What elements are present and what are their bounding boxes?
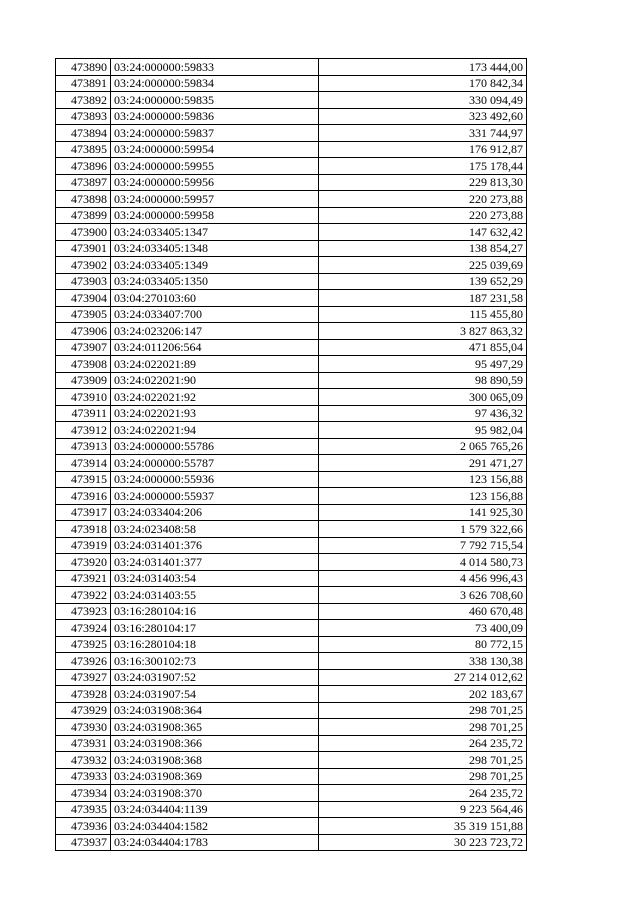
row-number-cell: 473933	[56, 768, 111, 785]
row-number-cell: 473892	[56, 92, 111, 109]
cadastral-number-cell: 03:24:000000:59834	[111, 75, 319, 92]
cadastral-number-cell: 03:24:033404:206	[111, 504, 319, 521]
table-row	[56, 207, 527, 224]
cadastral-value-cell: 471 855,04	[319, 339, 527, 356]
cadastral-value-cell: 9 223 564,46	[319, 801, 527, 818]
cadastral-number-cell: 03:24:031401:376	[111, 537, 319, 554]
row-number-cell: 473913	[56, 438, 111, 455]
cadastral-value-cell: 264 235,72	[319, 735, 527, 752]
row-number-cell: 473909	[56, 372, 111, 389]
cadastral-value-cell: 338 130,38	[319, 653, 527, 670]
cadastral-number-cell: 03:16:280104:16	[111, 603, 319, 620]
cadastral-number-cell: 03:24:031403:54	[111, 570, 319, 587]
table-row	[56, 240, 527, 257]
table-row	[56, 59, 527, 76]
row-number-cell: 473890	[56, 59, 111, 76]
cadastral-number-cell: 03:24:031908:369	[111, 768, 319, 785]
row-number-cell: 473904	[56, 290, 111, 307]
cadastral-number-cell: 03:24:033405:1348	[111, 240, 319, 257]
row-number-cell: 473937	[56, 834, 111, 851]
row-number-cell: 473926	[56, 653, 111, 670]
table-row	[56, 801, 527, 818]
table-row	[56, 438, 527, 455]
cadastral-value-cell: 1 579 322,66	[319, 521, 527, 538]
cadastral-number-cell: 03:16:280104:17	[111, 620, 319, 637]
row-number-cell: 473921	[56, 570, 111, 587]
row-number-cell: 473929	[56, 702, 111, 719]
cadastral-number-cell: 03:24:031908:370	[111, 785, 319, 802]
cadastral-number-cell: 03:24:022021:92	[111, 389, 319, 406]
table-row	[56, 785, 527, 802]
cadastral-value-cell: 298 701,25	[319, 752, 527, 769]
table-row	[56, 257, 527, 274]
table-row	[56, 653, 527, 670]
table-row	[56, 636, 527, 653]
table-row	[56, 719, 527, 736]
row-number-cell: 473931	[56, 735, 111, 752]
table-row	[56, 455, 527, 472]
cadastral-number-cell: 03:24:000000:59833	[111, 59, 319, 76]
cadastral-number-cell: 03:24:000000:59835	[111, 92, 319, 109]
row-number-cell: 473920	[56, 554, 111, 571]
cadastral-number-cell: 03:24:023408:58	[111, 521, 319, 538]
row-number-cell: 473899	[56, 207, 111, 224]
cadastral-number-cell: 03:24:022021:90	[111, 372, 319, 389]
row-number-cell: 473936	[56, 818, 111, 835]
table-row	[56, 389, 527, 406]
row-number-cell: 473932	[56, 752, 111, 769]
row-number-cell: 473895	[56, 141, 111, 158]
cadastral-value-cell: 73 400,09	[319, 620, 527, 637]
table-row	[56, 323, 527, 340]
cadastral-value-cell: 27 214 012,62	[319, 669, 527, 686]
row-number-cell: 473928	[56, 686, 111, 703]
cadastral-value-cell: 291 471,27	[319, 455, 527, 472]
cadastral-number-cell: 03:24:000000:55936	[111, 471, 319, 488]
table-row	[56, 521, 527, 538]
row-number-cell: 473924	[56, 620, 111, 637]
row-number-cell: 473897	[56, 174, 111, 191]
table-row	[56, 669, 527, 686]
cadastral-number-cell: 03:24:031401:377	[111, 554, 319, 571]
table-row	[56, 224, 527, 241]
cadastral-value-cell: 298 701,25	[319, 702, 527, 719]
cadastral-number-cell: 03:24:031908:364	[111, 702, 319, 719]
table-row	[56, 92, 527, 109]
row-number-cell: 473898	[56, 191, 111, 208]
cadastral-number-cell: 03:24:000000:55786	[111, 438, 319, 455]
table-row	[56, 620, 527, 637]
table-row	[56, 339, 527, 356]
cadastral-value-table	[55, 58, 527, 851]
row-number-cell: 473894	[56, 125, 111, 142]
table-row	[56, 752, 527, 769]
cadastral-number-cell: 03:24:011206:564	[111, 339, 319, 356]
cadastral-value-cell: 147 632,42	[319, 224, 527, 241]
cadastral-value-cell: 80 772,15	[319, 636, 527, 653]
cadastral-number-cell: 03:24:033405:1349	[111, 257, 319, 274]
table-row	[56, 504, 527, 521]
cadastral-value-cell: 98 890,59	[319, 372, 527, 389]
cadastral-value-cell: 298 701,25	[319, 719, 527, 736]
cadastral-number-cell: 03:24:000000:55937	[111, 488, 319, 505]
cadastral-number-cell: 03:16:300102:73	[111, 653, 319, 670]
table-row	[56, 768, 527, 785]
cadastral-number-cell: 03:24:033405:1347	[111, 224, 319, 241]
cadastral-number-cell: 03:24:000000:59836	[111, 108, 319, 125]
cadastral-number-cell: 03:24:000000:59955	[111, 158, 319, 175]
table-row	[56, 356, 527, 373]
cadastral-value-cell: 97 436,32	[319, 405, 527, 422]
cadastral-value-cell: 115 455,80	[319, 306, 527, 323]
cadastral-value-cell: 176 912,87	[319, 141, 527, 158]
row-number-cell: 473925	[56, 636, 111, 653]
cadastral-number-cell: 03:24:031907:52	[111, 669, 319, 686]
cadastral-number-cell: 03:24:022021:94	[111, 422, 319, 439]
cadastral-value-cell: 264 235,72	[319, 785, 527, 802]
cadastral-value-cell: 173 444,00	[319, 59, 527, 76]
row-number-cell: 473922	[56, 587, 111, 604]
table-row	[56, 141, 527, 158]
cadastral-value-cell: 139 652,29	[319, 273, 527, 290]
cadastral-value-cell: 460 670,48	[319, 603, 527, 620]
cadastral-number-cell: 03:24:022021:93	[111, 405, 319, 422]
table-row	[56, 273, 527, 290]
cadastral-number-cell: 03:24:000000:59837	[111, 125, 319, 142]
row-number-cell: 473906	[56, 323, 111, 340]
cadastral-number-cell: 03:24:031907:54	[111, 686, 319, 703]
cadastral-number-cell: 03:24:023206:147	[111, 323, 319, 340]
row-number-cell: 473916	[56, 488, 111, 505]
cadastral-value-cell: 220 273,88	[319, 207, 527, 224]
cadastral-number-cell: 03:24:000000:59957	[111, 191, 319, 208]
table-row	[56, 158, 527, 175]
table-row	[56, 108, 527, 125]
cadastral-value-cell: 170 842,34	[319, 75, 527, 92]
cadastral-number-cell: 03:24:031403:55	[111, 587, 319, 604]
cadastral-value-cell: 229 813,30	[319, 174, 527, 191]
row-number-cell: 473903	[56, 273, 111, 290]
cadastral-value-cell: 123 156,88	[319, 488, 527, 505]
cadastral-value-cell: 330 094,49	[319, 92, 527, 109]
cadastral-value-cell: 202 183,67	[319, 686, 527, 703]
cadastral-number-cell: 03:24:000000:59958	[111, 207, 319, 224]
cadastral-number-cell: 03:24:033407:700	[111, 306, 319, 323]
row-number-cell: 473914	[56, 455, 111, 472]
row-number-cell: 473930	[56, 719, 111, 736]
cadastral-value-cell: 3 626 708,60	[319, 587, 527, 604]
row-number-cell: 473891	[56, 75, 111, 92]
table-row	[56, 290, 527, 307]
table-row	[56, 735, 527, 752]
cadastral-value-cell: 331 744,97	[319, 125, 527, 142]
cadastral-number-cell: 03:24:031908:368	[111, 752, 319, 769]
table-row	[56, 603, 527, 620]
cadastral-value-cell: 3 827 863,32	[319, 323, 527, 340]
cadastral-value-cell: 7 792 715,54	[319, 537, 527, 554]
cadastral-number-cell: 03:04:270103:60	[111, 290, 319, 307]
cadastral-number-cell: 03:24:031908:365	[111, 719, 319, 736]
table-row	[56, 834, 527, 851]
table-row	[56, 686, 527, 703]
cadastral-number-cell: 03:16:280104:18	[111, 636, 319, 653]
table-row	[56, 471, 527, 488]
row-number-cell: 473927	[56, 669, 111, 686]
table-row	[56, 125, 527, 142]
cadastral-number-cell: 03:24:000000:55787	[111, 455, 319, 472]
cadastral-value-cell: 138 854,27	[319, 240, 527, 257]
row-number-cell: 473923	[56, 603, 111, 620]
table-row	[56, 554, 527, 571]
row-number-cell: 473915	[56, 471, 111, 488]
row-number-cell: 473893	[56, 108, 111, 125]
row-number-cell: 473908	[56, 356, 111, 373]
cadastral-value-cell: 123 156,88	[319, 471, 527, 488]
cadastral-value-cell: 141 925,30	[319, 504, 527, 521]
table-row	[56, 488, 527, 505]
table-row	[56, 570, 527, 587]
cadastral-number-cell: 03:24:031908:366	[111, 735, 319, 752]
cadastral-number-cell: 03:24:000000:59954	[111, 141, 319, 158]
row-number-cell: 473919	[56, 537, 111, 554]
table-row	[56, 174, 527, 191]
cadastral-number-cell: 03:24:034404:1582	[111, 818, 319, 835]
cadastral-value-cell: 225 039,69	[319, 257, 527, 274]
cadastral-value-cell: 30 223 723,72	[319, 834, 527, 851]
row-number-cell: 473911	[56, 405, 111, 422]
row-number-cell: 473918	[56, 521, 111, 538]
table-row	[56, 537, 527, 554]
row-number-cell: 473907	[56, 339, 111, 356]
cadastral-value-cell: 175 178,44	[319, 158, 527, 175]
row-number-cell: 473901	[56, 240, 111, 257]
cadastral-number-cell: 03:24:034404:1139	[111, 801, 319, 818]
cadastral-value-cell: 35 319 151,88	[319, 818, 527, 835]
cadastral-value-cell: 298 701,25	[319, 768, 527, 785]
table-row	[56, 405, 527, 422]
row-number-cell: 473896	[56, 158, 111, 175]
table-row	[56, 191, 527, 208]
cadastral-value-cell: 300 065,09	[319, 389, 527, 406]
table-row	[56, 818, 527, 835]
cadastral-number-cell: 03:24:033405:1350	[111, 273, 319, 290]
cadastral-number-cell: 03:24:000000:59956	[111, 174, 319, 191]
cadastral-value-cell: 95 497,29	[319, 356, 527, 373]
cadastral-value-cell: 95 982,04	[319, 422, 527, 439]
cadastral-number-cell: 03:24:034404:1783	[111, 834, 319, 851]
row-number-cell: 473900	[56, 224, 111, 241]
cadastral-value-cell: 4 456 996,43	[319, 570, 527, 587]
row-number-cell: 473902	[56, 257, 111, 274]
row-number-cell: 473935	[56, 801, 111, 818]
cadastral-value-cell: 187 231,58	[319, 290, 527, 307]
row-number-cell: 473910	[56, 389, 111, 406]
table-body	[56, 59, 527, 851]
table-row	[56, 422, 527, 439]
table-row	[56, 587, 527, 604]
cadastral-value-cell: 220 273,88	[319, 191, 527, 208]
table-row	[56, 75, 527, 92]
cadastral-value-cell: 323 492,60	[319, 108, 527, 125]
cadastral-value-cell: 2 065 765,26	[319, 438, 527, 455]
row-number-cell: 473905	[56, 306, 111, 323]
table-row	[56, 702, 527, 719]
row-number-cell: 473912	[56, 422, 111, 439]
cadastral-value-cell: 4 014 580,73	[319, 554, 527, 571]
row-number-cell: 473934	[56, 785, 111, 802]
table-row	[56, 372, 527, 389]
table-row	[56, 306, 527, 323]
row-number-cell: 473917	[56, 504, 111, 521]
cadastral-number-cell: 03:24:022021:89	[111, 356, 319, 373]
